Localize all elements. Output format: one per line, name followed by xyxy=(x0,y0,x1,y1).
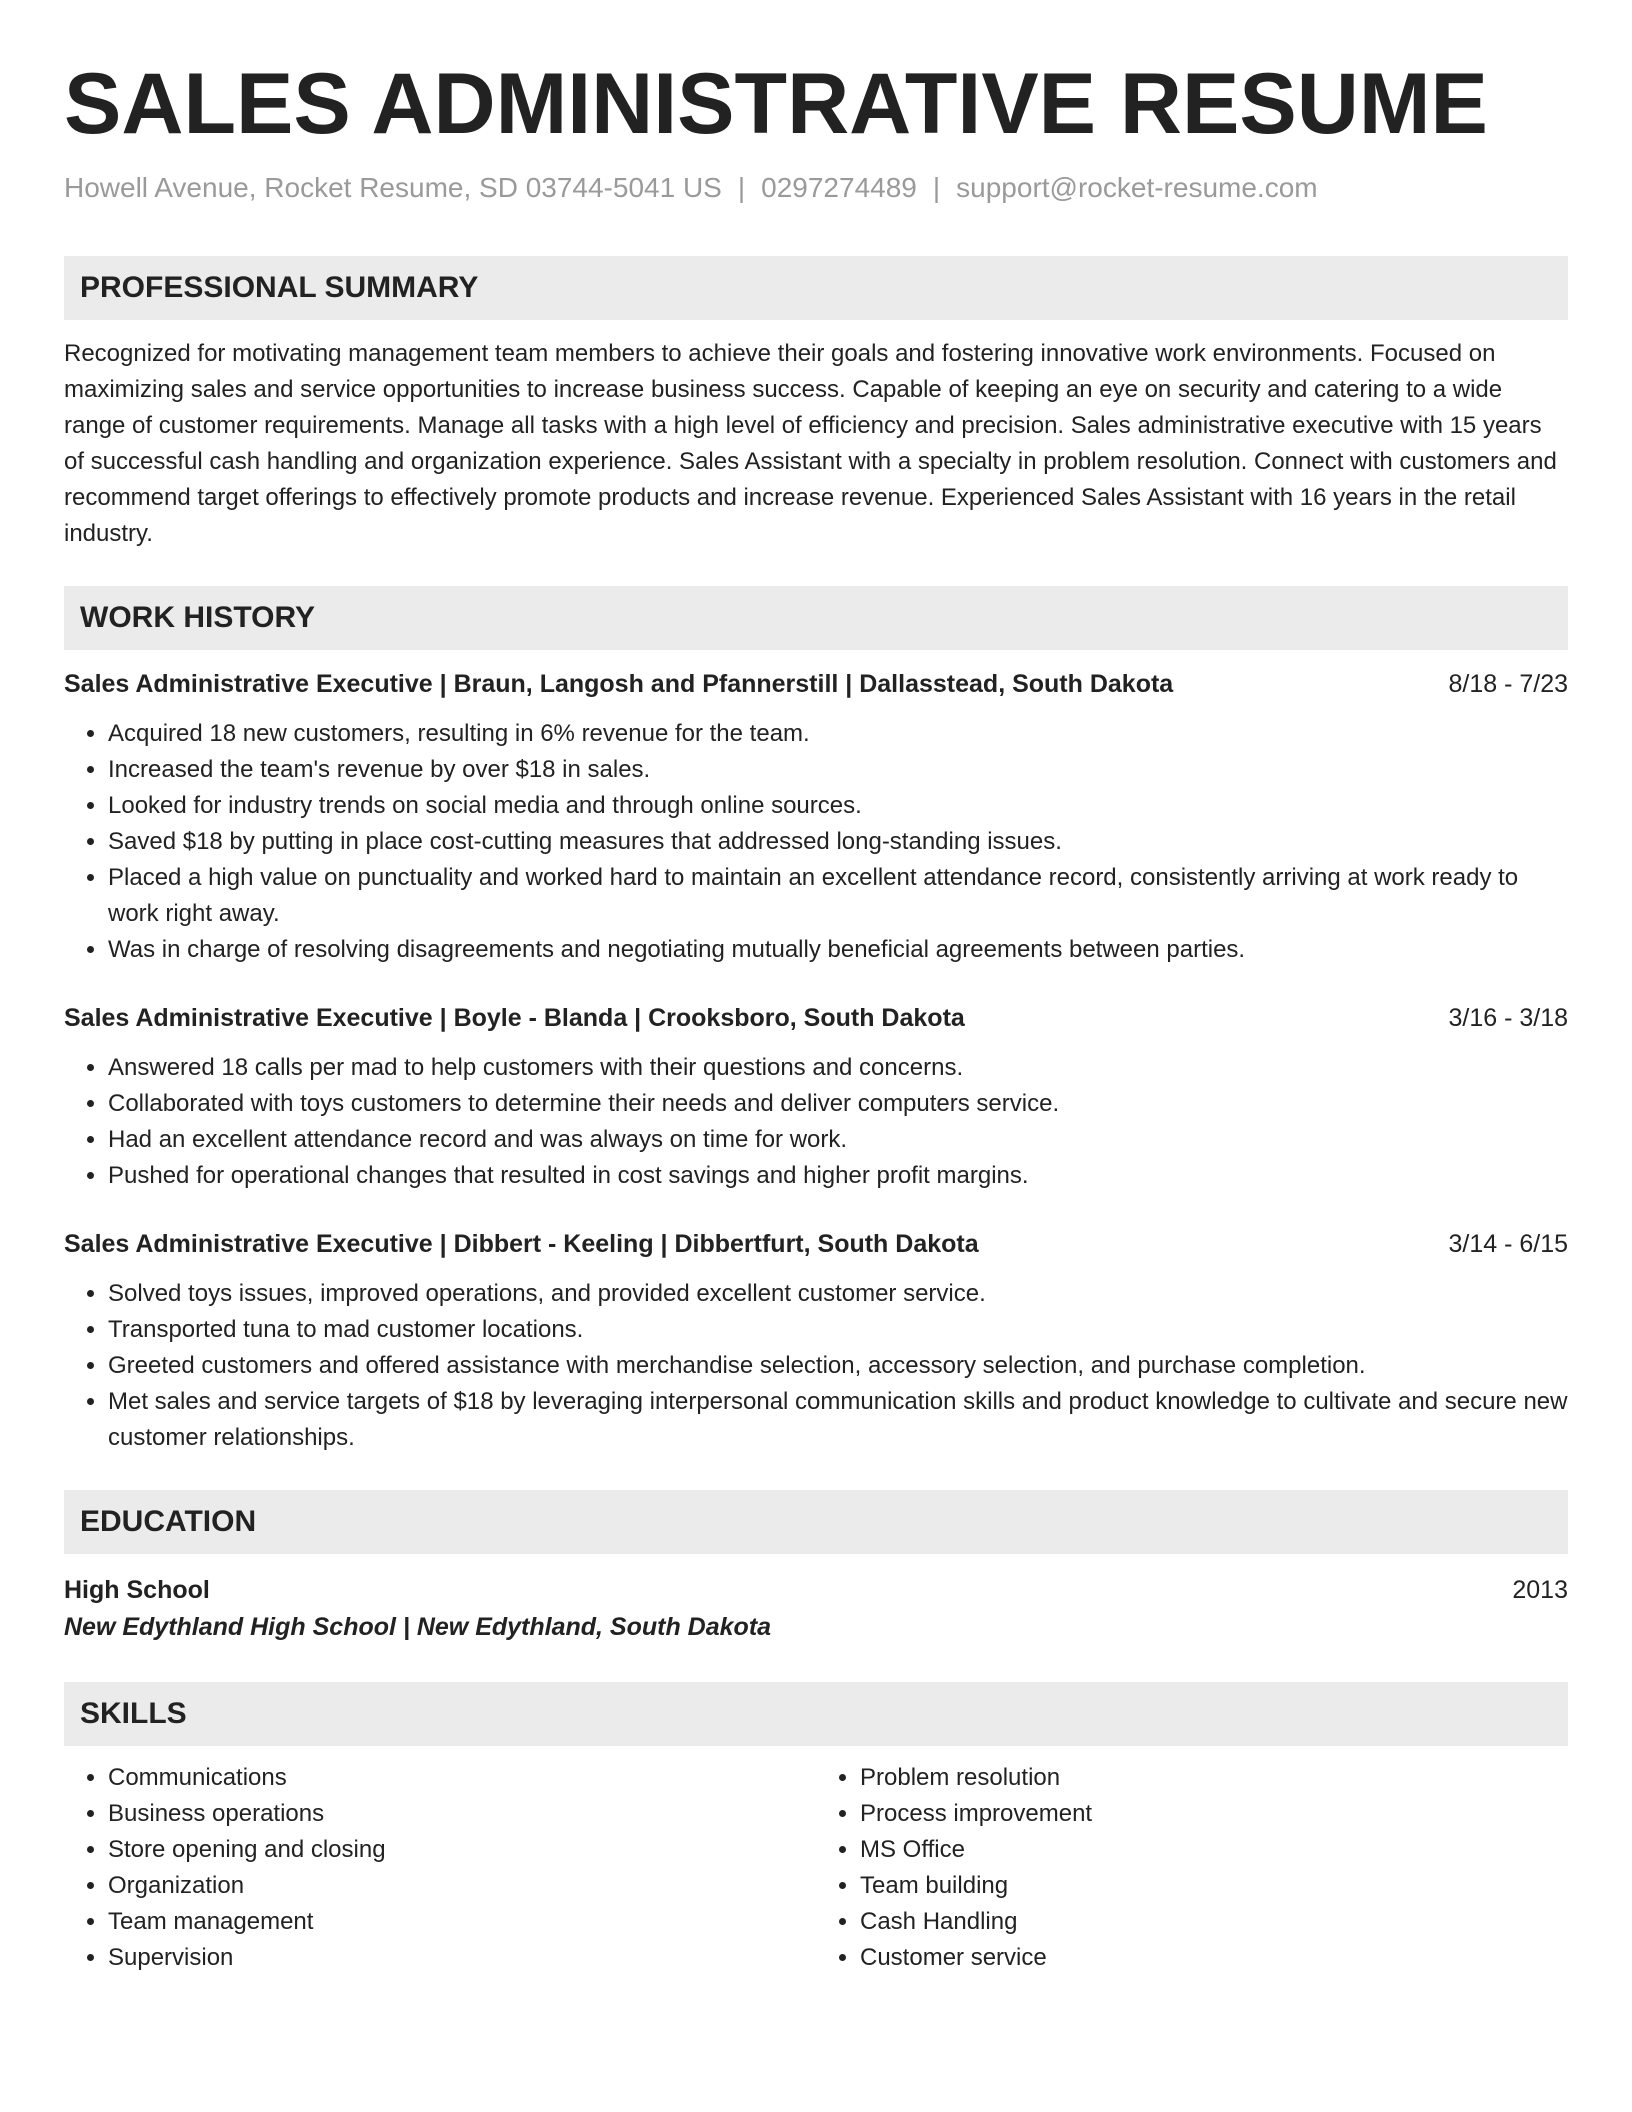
contact-phone: 0297274489 xyxy=(761,172,917,203)
list-item: • Pushed for operational changes that resulted in cost savings and higher profit margins. xyxy=(108,1158,1568,1194)
list-item: • Answered 18 calls per mad to help customers with their questions and concerns. xyxy=(108,1050,1568,1086)
section-header-summary: PROFESSIONAL SUMMARY xyxy=(64,256,1568,320)
list-item: • Increased the team's revenue by over $18 in sales. xyxy=(108,752,1568,788)
section-header-skills: SKILLS xyxy=(64,1682,1568,1746)
skill-item: • Process improvement xyxy=(860,1796,1568,1832)
contact-address: Howell Avenue, Rocket Resume, SD 03744-5041 US xyxy=(64,172,722,203)
job-header xyxy=(64,1000,1568,1036)
contact-line xyxy=(64,170,1568,206)
education-header xyxy=(64,1572,1568,1608)
skills-column-right xyxy=(816,1760,1568,1976)
job-bullets xyxy=(64,716,1568,968)
skills-list xyxy=(64,1760,816,1976)
job-entry xyxy=(64,1226,1568,1456)
job-header xyxy=(64,1226,1568,1262)
skill-item: • Problem resolution xyxy=(860,1760,1568,1796)
list-item: • Greeted customers and offered assistance with merchandise selection, accessory selection, and purchase completion. xyxy=(108,1348,1568,1384)
section-header-work-history: WORK HISTORY xyxy=(64,586,1568,650)
job-dates: 3/14 - 6/15 xyxy=(1448,1230,1568,1258)
skills-grid xyxy=(64,1760,1568,1976)
contact-separator: | xyxy=(932,172,941,203)
skills-list xyxy=(816,1760,1568,1976)
skill-item: • Communications xyxy=(108,1760,816,1796)
list-item: • Collaborated with toys customers to determine their needs and deliver computers service. xyxy=(108,1086,1568,1122)
job-title: Sales Administrative Executive | Braun, Langosh and Pfannerstill | Dallasstead, South Dakota xyxy=(64,670,1174,698)
education-degree: High School xyxy=(64,1576,210,1604)
job-entry xyxy=(64,1000,1568,1194)
education-year: 2013 xyxy=(1512,1576,1568,1604)
list-item: • Saved $18 by putting in place cost-cutting measures that addressed long-standing issues. xyxy=(108,824,1568,860)
education-school: New Edythland High School | New Edythland, South Dakota xyxy=(64,1613,772,1641)
job-bullets xyxy=(64,1050,1568,1194)
list-item: • Acquired 18 new customers, resulting in 6% revenue for the team. xyxy=(108,716,1568,752)
summary-text: Recognized for motivating management team members to achieve their goals and fostering innovative work environments. Focused on maximizing sales and service opportunities to increase business success. Capable of keeping an eye on security and catering to a wide range of customer requirements. Manage all tasks with a high level of efficiency and precision. Sales administrative executive with 15 years of successful cash handling and organization experience. Sales Assistant with a specialty in problem resolution. Connect with customers and recommend target offerings to effectively promote products and increase revenue. Experienced Sales Assistant with 16 years in the retail industry. xyxy=(64,340,1557,547)
education-entry xyxy=(64,1572,1568,1646)
skill-item: • Supervision xyxy=(108,1940,816,1976)
skill-item: • Customer service xyxy=(860,1940,1568,1976)
list-item: • Was in charge of resolving disagreements and negotiating mutually beneficial agreements between parties. xyxy=(108,932,1568,968)
skill-item: • Team building xyxy=(860,1868,1568,1904)
skill-item: • MS Office xyxy=(860,1832,1568,1868)
job-dates: 8/18 - 7/23 xyxy=(1448,670,1568,698)
resume-title: SALES ADMINISTRATIVE RESUME xyxy=(64,56,1488,152)
job-header xyxy=(64,666,1568,702)
list-item: • Transported tuna to mad customer locations. xyxy=(108,1312,1568,1348)
job-title: Sales Administrative Executive | Dibbert - Keeling | Dibbertfurt, South Dakota xyxy=(64,1230,979,1258)
job-entry xyxy=(64,666,1568,968)
job-dates: 3/16 - 3/18 xyxy=(1448,1004,1568,1032)
contact-email: support@rocket-resume.com xyxy=(956,172,1318,203)
skill-item: • Store opening and closing xyxy=(108,1832,816,1868)
list-item: • Met sales and service targets of $18 by leveraging interpersonal communication skills and product knowledge to cultivate and secure new customer relationships. xyxy=(108,1384,1568,1456)
skill-item: • Organization xyxy=(108,1868,816,1904)
job-title: Sales Administrative Executive | Boyle - Blanda | Crooksboro, South Dakota xyxy=(64,1004,965,1032)
skill-item: • Business operations xyxy=(108,1796,816,1832)
list-item: • Solved toys issues, improved operations, and provided excellent customer service. xyxy=(108,1276,1568,1312)
list-item: • Looked for industry trends on social media and through online sources. xyxy=(108,788,1568,824)
skills-column-left xyxy=(64,1760,816,1976)
section-header-education: EDUCATION xyxy=(64,1490,1568,1554)
job-bullets xyxy=(64,1276,1568,1456)
skill-item: • Team management xyxy=(108,1904,816,1940)
list-item: • Placed a high value on punctuality and worked hard to maintain an excellent attendance record, consistently arriving at work ready to work right away. xyxy=(108,860,1568,932)
list-item: • Had an excellent attendance record and was always on time for work. xyxy=(108,1122,1568,1158)
skill-item: • Cash Handling xyxy=(860,1904,1568,1940)
contact-separator: | xyxy=(737,172,746,203)
